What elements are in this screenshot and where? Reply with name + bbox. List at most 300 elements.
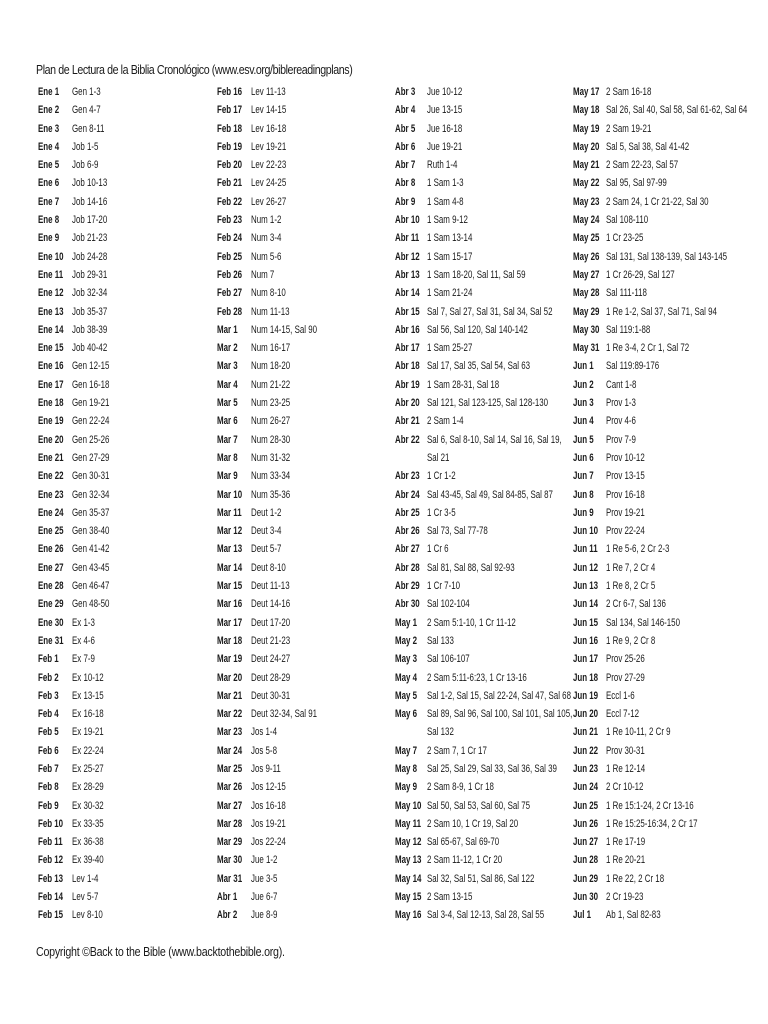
reading-passage: Deut 28-29	[251, 671, 291, 684]
reading-date: Mar 11	[217, 506, 242, 519]
reading-date: Ene 1	[38, 86, 60, 98]
reading-passage: Lev 1-4	[72, 872, 99, 885]
reading-passage: Ex 28-29	[72, 781, 104, 794]
reading-passage: Num 23-25	[251, 397, 291, 410]
reading-passage: Gen 35-37	[72, 506, 110, 519]
reading-date: Mar 12	[217, 525, 243, 538]
reading-passage: Lev 19-21	[251, 140, 287, 153]
reading-passage: Deut 11-13	[251, 580, 290, 593]
reading-passage: 2 Sam 16-18	[606, 86, 652, 98]
reading-passage: Sal 133	[427, 634, 454, 647]
reading-date: Feb 13	[38, 872, 64, 885]
reading-date: Feb 27	[217, 287, 243, 300]
reading-date: Jun 6	[573, 451, 594, 464]
reading-date: Abr 29	[395, 580, 420, 593]
reading-date: May 17	[573, 86, 600, 98]
reading-date: Ene 8	[38, 214, 60, 227]
reading-date: Ene 9	[38, 232, 60, 245]
reading-passage: Gen 32-34	[72, 488, 110, 501]
reading-passage: 2 Cr 19-23	[606, 891, 644, 904]
reading-passage: Prov 25-26	[606, 653, 645, 666]
reading-passage: 1 Re 9, 2 Cr 8	[606, 634, 656, 647]
reading-passage: 2 Sam 7, 1 Cr 17	[427, 744, 487, 757]
reading-passage: Lev 11-13	[251, 86, 286, 98]
reading-passage: Num 18-20	[251, 360, 291, 373]
reading-date: Mar 28	[217, 817, 243, 830]
reading-date: Abr 4	[395, 104, 416, 117]
reading-passage: Gen 27-29	[72, 451, 110, 464]
reading-passage: Job 10-13	[72, 177, 108, 190]
reading-date: Abr 16	[395, 323, 420, 336]
reading-date: Mar 19	[217, 653, 243, 666]
reading-date: Mar 31	[217, 872, 243, 885]
reading-date: Abr 22	[395, 433, 420, 446]
reading-date: May 4	[395, 671, 418, 684]
reading-date: Mar 22	[217, 708, 243, 721]
reading-passage: Prov 4-6	[606, 415, 636, 428]
reading-passage: Sal 131, Sal 138-139, Sal 143-145	[606, 250, 728, 263]
reading-date: Ene 18	[38, 397, 64, 410]
reading-date: Abr 8	[395, 177, 416, 190]
reading-passage: Cant 1-8	[606, 378, 637, 391]
reading-date: Feb 6	[38, 744, 59, 757]
reading-passage: Num 7	[251, 268, 275, 281]
page-title: Plan de Lectura de la Biblia Cronológico (www.esv.org/biblereadingplans)	[36, 62, 353, 77]
reading-date: May 6	[395, 708, 418, 721]
reading-passage: 2 Sam 24, 1 Cr 21-22, Sal 30	[606, 195, 709, 208]
reading-passage: Gen 43-45	[72, 561, 110, 574]
reading-date: Abr 11	[395, 232, 420, 245]
reading-date: May 23	[573, 195, 600, 208]
reading-date: May 16	[395, 909, 422, 922]
reading-date: Mar 17	[217, 616, 243, 629]
reading-date: May 18	[573, 104, 600, 117]
reading-date: Feb 22	[217, 195, 243, 208]
reading-passage: Gen 38-40	[72, 525, 110, 538]
reading-date: May 25	[573, 232, 600, 245]
reading-date: Jun 30	[573, 891, 599, 904]
reading-date: Abr 12	[395, 250, 420, 263]
reading-passage: Sal 73, Sal 77-78	[427, 525, 488, 538]
reading-passage: Job 29-31	[72, 268, 108, 281]
reading-date: Feb 9	[38, 799, 59, 812]
reading-passage: Jos 1-4	[251, 726, 277, 739]
reading-date: Mar 23	[217, 726, 243, 739]
reading-passage: Ex 10-12	[72, 671, 104, 684]
reading-date: Jun 3	[573, 397, 594, 410]
reading-passage: 1 Cr 26-29, Sal 127	[606, 268, 675, 281]
reading-passage: Deut 5-7	[251, 543, 282, 556]
reading-date: Ene 15	[38, 342, 64, 355]
reading-passage: Sal 132	[427, 726, 454, 739]
reading-date: Abr 5	[395, 122, 416, 135]
reading-date: Ene 26	[38, 543, 64, 556]
reading-passage: Num 5-6	[251, 250, 282, 263]
reading-passage: Jue 8-9	[251, 909, 278, 922]
reading-passage: Job 40-42	[72, 342, 108, 355]
reading-passage: 2 Sam 22-23, Sal 57	[606, 159, 679, 172]
reading-passage: 1 Sam 18-20, Sal 11, Sal 59	[427, 268, 526, 281]
reading-passage: Ex 25-27	[72, 762, 104, 775]
reading-date: Mar 15	[217, 580, 243, 593]
reading-passage: Prov 13-15	[606, 470, 645, 483]
reading-passage: 2 Sam 13-15	[427, 891, 473, 904]
reading-passage: Lev 8-10	[72, 909, 103, 922]
reading-date: Ene 23	[38, 488, 64, 501]
reading-passage: 1 Re 12-14	[606, 762, 646, 775]
reading-passage: Jue 1-2	[251, 854, 278, 867]
reading-date: May 7	[395, 744, 418, 757]
reading-date: May 21	[573, 159, 600, 172]
reading-passage: Prov 27-29	[606, 671, 645, 684]
reading-passage: Num 31-32	[251, 451, 291, 464]
reading-passage: 1 Re 3-4, 2 Cr 1, Sal 72	[606, 342, 690, 355]
reading-date: May 2	[395, 634, 418, 647]
reading-date: Jun 10	[573, 525, 599, 538]
reading-passage: Sal 56, Sal 120, Sal 140-142	[427, 323, 528, 336]
reading-date: May 26	[573, 250, 600, 263]
reading-passage: Sal 5, Sal 38, Sal 41-42	[606, 140, 690, 153]
reading-date: Abr 27	[395, 543, 420, 556]
reading-date: May 24	[573, 214, 600, 227]
reading-date: Abr 25	[395, 506, 420, 519]
reading-passage: Prov 1-3	[606, 397, 636, 410]
reading-passage: 2 Sam 19-21	[606, 122, 652, 135]
reading-passage: 1 Re 15:1-24, 2 Cr 13-16	[606, 799, 694, 812]
reading-date: Ene 7	[38, 195, 60, 208]
reading-passage: Jue 13-15	[427, 104, 463, 117]
reading-passage: Deut 3-4	[251, 525, 282, 538]
reading-passage: Jue 6-7	[251, 891, 278, 904]
reading-passage: 1 Re 20-21	[606, 854, 646, 867]
reading-passage: Ex 1-3	[72, 616, 95, 629]
reading-date: Jun 8	[573, 488, 594, 501]
reading-date: Feb 3	[38, 689, 59, 702]
reading-date: Feb 7	[38, 762, 59, 775]
reading-date: Ene 10	[38, 250, 64, 263]
reading-date: Mar 25	[217, 762, 243, 775]
reading-date: Ene 21	[38, 451, 64, 464]
reading-date: May 3	[395, 653, 418, 666]
reading-date: Jun 19	[573, 689, 599, 702]
reading-date: Ene 17	[38, 378, 64, 391]
reading-date: Jun 1	[573, 360, 594, 373]
reading-passage: Sal 43-45, Sal 49, Sal 84-85, Sal 87	[427, 488, 553, 501]
reading-date: May 19	[573, 122, 600, 135]
reading-passage: Sal 32, Sal 51, Sal 86, Sal 122	[427, 872, 535, 885]
reading-date: Jun 12	[573, 561, 599, 574]
copyright-footer: Copyright ©Back to the Bible (www.backtothebible.org).	[36, 944, 285, 959]
reading-passage: 1 Sam 25-27	[427, 342, 473, 355]
reading-date: Feb 2	[38, 671, 59, 684]
reading-passage: Gen 22-24	[72, 415, 110, 428]
reading-date: Abr 1	[217, 891, 238, 904]
reading-date: Jun 25	[573, 799, 599, 812]
reading-date: Feb 20	[217, 159, 243, 172]
reading-date: Ene 28	[38, 580, 64, 593]
reading-date: Feb 10	[38, 817, 64, 830]
reading-passage: 1 Sam 13-14	[427, 232, 473, 245]
reading-date: May 11	[395, 817, 421, 830]
reading-passage: 2 Cr 6-7, Sal 136	[606, 598, 666, 611]
reading-date: May 27	[573, 268, 600, 281]
reading-passage: Sal 134, Sal 146-150	[606, 616, 680, 629]
reading-passage: Prov 16-18	[606, 488, 645, 501]
reading-passage: Job 32-34	[72, 287, 108, 300]
reading-passage: Jos 16-18	[251, 799, 286, 812]
reading-passage: Sal 106-107	[427, 653, 470, 666]
reading-passage: Lev 24-25	[251, 177, 287, 190]
reading-passage: 1 Cr 23-25	[606, 232, 644, 245]
reading-passage: Job 1-5	[72, 140, 99, 153]
reading-date: Ene 31	[38, 634, 64, 647]
reading-date: Abr 15	[395, 305, 420, 318]
reading-passage: Sal 89, Sal 96, Sal 100, Sal 101, Sal 105,	[427, 708, 573, 721]
reading-date: Abr 10	[395, 214, 420, 227]
reading-date: May 28	[573, 287, 600, 300]
reading-passage: Gen 19-21	[72, 397, 110, 410]
reading-passage: 2 Sam 11-12, 1 Cr 20	[427, 854, 503, 867]
reading-passage: Job 21-23	[72, 232, 108, 245]
reading-date: Mar 13	[217, 543, 243, 556]
reading-passage: Ex 19-21	[72, 726, 104, 739]
reading-passage: Sal 108-110	[606, 214, 649, 227]
reading-date: Abr 6	[395, 140, 416, 153]
reading-passage: Num 21-22	[251, 378, 291, 391]
reading-date: Abr 21	[395, 415, 420, 428]
reading-date: Feb 1	[38, 653, 59, 666]
reading-date: May 14	[395, 872, 422, 885]
reading-passage: Job 24-28	[72, 250, 108, 263]
reading-date: Ene 13	[38, 305, 64, 318]
reading-passage: Sal 119:1-88	[606, 323, 651, 336]
reading-passage: Sal 25, Sal 29, Sal 33, Sal 36, Sal 39	[427, 762, 557, 775]
reading-date: Abr 17	[395, 342, 420, 355]
reading-passage: Deut 24-27	[251, 653, 291, 666]
reading-date: Jun 29	[573, 872, 599, 885]
reading-passage: Lev 14-15	[251, 104, 287, 117]
reading-passage: Gen 25-26	[72, 433, 110, 446]
reading-passage: 1 Re 17-19	[606, 836, 646, 849]
reading-passage: Num 8-10	[251, 287, 286, 300]
reading-date: Feb 16	[217, 86, 243, 98]
reading-passage: Ex 7-9	[72, 653, 95, 666]
reading-passage: Deut 17-20	[251, 616, 291, 629]
reading-date: Mar 3	[217, 360, 238, 373]
reading-passage: 2 Sam 1-4	[427, 415, 464, 428]
reading-passage: Num 35-36	[251, 488, 291, 501]
reading-passage: 1 Re 8, 2 Cr 5	[606, 580, 656, 593]
reading-passage: 1 Re 1-2, Sal 37, Sal 71, Sal 94	[606, 305, 717, 318]
reading-passage: Gen 12-15	[72, 360, 110, 373]
reading-date: Mar 18	[217, 634, 243, 647]
reading-passage: Ex 33-35	[72, 817, 104, 830]
reading-passage: Ex 16-18	[72, 708, 104, 721]
reading-passage: 2 Sam 5:1-10, 1 Cr 11-12	[427, 616, 516, 629]
reading-date: Feb 4	[38, 708, 59, 721]
reading-date: Feb 17	[217, 104, 243, 117]
reading-date: Jun 15	[573, 616, 599, 629]
reading-passage: Gen 16-18	[72, 378, 110, 391]
reading-date: Ene 12	[38, 287, 64, 300]
reading-passage: Num 33-34	[251, 470, 291, 483]
reading-passage: Lev 16-18	[251, 122, 287, 135]
reading-date: Abr 19	[395, 378, 420, 391]
reading-date: Jun 2	[573, 378, 594, 391]
reading-date: May 12	[395, 836, 422, 849]
reading-passage: Prov 22-24	[606, 525, 645, 538]
reading-passage: Jue 19-21	[427, 140, 463, 153]
reading-date: Mar 2	[217, 342, 238, 355]
reading-passage: 1 Re 5-6, 2 Cr 2-3	[606, 543, 670, 556]
reading-passage: Jue 10-12	[427, 86, 463, 98]
reading-passage: Num 1-2	[251, 214, 282, 227]
reading-passage: Ex 30-32	[72, 799, 104, 812]
reading-passage: Jos 12-15	[251, 781, 286, 794]
reading-passage: Jos 22-24	[251, 836, 286, 849]
reading-passage: Num 16-17	[251, 342, 291, 355]
reading-date: Jun 16	[573, 634, 599, 647]
reading-passage: Ruth 1-4	[427, 159, 458, 172]
reading-passage: Job 38-39	[72, 323, 108, 336]
reading-passage: 1 Sam 28-31, Sal 18	[427, 378, 500, 391]
reading-passage: Deut 30-31	[251, 689, 291, 702]
reading-passage: 1 Sam 4-8	[427, 195, 464, 208]
reading-date: Abr 14	[395, 287, 420, 300]
reading-date: Ene 25	[38, 525, 64, 538]
reading-date: Mar 4	[217, 378, 238, 391]
reading-passage: Gen 4-7	[72, 104, 101, 117]
reading-date: Ene 4	[38, 140, 60, 153]
reading-date: Mar 20	[217, 671, 243, 684]
reading-passage: Job 17-20	[72, 214, 108, 227]
reading-date: Abr 18	[395, 360, 420, 373]
reading-date: May 20	[573, 140, 600, 153]
reading-date: Jun 11	[573, 543, 598, 556]
reading-date: Abr 13	[395, 268, 420, 281]
reading-passage: Sal 111-118	[606, 287, 647, 300]
reading-date: Jun 5	[573, 433, 594, 446]
reading-date: Jun 27	[573, 836, 599, 849]
reading-date: Abr 23	[395, 470, 420, 483]
reading-passage: 1 Cr 1-2	[427, 470, 456, 483]
reading-date: Jun 17	[573, 653, 599, 666]
reading-passage: 1 Re 10-11, 2 Cr 9	[606, 726, 671, 739]
reading-passage: Sal 81, Sal 88, Sal 92-93	[427, 561, 515, 574]
reading-date: Ene 3	[38, 122, 60, 135]
reading-date: Feb 25	[217, 250, 243, 263]
reading-passage: Sal 7, Sal 27, Sal 31, Sal 34, Sal 52	[427, 305, 553, 318]
reading-date: Feb 23	[217, 214, 243, 227]
reading-date: May 31	[573, 342, 600, 355]
reading-date: Abr 7	[395, 159, 416, 172]
reading-passage: Ex 39-40	[72, 854, 104, 867]
reading-date: Jun 21	[573, 726, 599, 739]
reading-date: Mar 10	[217, 488, 243, 501]
reading-date: Feb 24	[217, 232, 243, 245]
reading-date: Mar 16	[217, 598, 243, 611]
reading-date: May 9	[395, 781, 418, 794]
reading-passage: Job 14-16	[72, 195, 108, 208]
reading-passage: Prov 19-21	[606, 506, 645, 519]
reading-passage: Sal 102-104	[427, 598, 470, 611]
reading-date: Mar 9	[217, 470, 238, 483]
reading-date: Abr 30	[395, 598, 420, 611]
reading-date: Jun 7	[573, 470, 594, 483]
reading-date: Abr 3	[395, 86, 416, 98]
reading-passage: Gen 48-50	[72, 598, 110, 611]
reading-passage: Lev 22-23	[251, 159, 287, 172]
reading-passage: Prov 10-12	[606, 451, 645, 464]
reading-date: Jul 1	[573, 909, 592, 922]
reading-passage: Sal 1-2, Sal 15, Sal 22-24, Sal 47, Sal 68	[427, 689, 571, 702]
reading-passage: Sal 3-4, Sal 12-13, Sal 28, Sal 55	[427, 909, 545, 922]
reading-passage: Jos 19-21	[251, 817, 286, 830]
reading-passage: Sal 50, Sal 53, Sal 60, Sal 75	[427, 799, 531, 812]
reading-passage: Ex 13-15	[72, 689, 104, 702]
reading-passage: Sal 95, Sal 97-99	[606, 177, 667, 190]
reading-date: Abr 20	[395, 397, 420, 410]
reading-date: Mar 24	[217, 744, 243, 757]
reading-date: Feb 21	[217, 177, 243, 190]
reading-date: May 1	[395, 616, 418, 629]
reading-date: Mar 7	[217, 433, 238, 446]
reading-passage: Ab 1, Sal 82-83	[606, 909, 661, 922]
reading-passage: Jue 16-18	[427, 122, 463, 135]
reading-passage: Jos 9-11	[251, 762, 281, 775]
reading-date: Mar 21	[217, 689, 243, 702]
reading-date: Abr 2	[217, 909, 238, 922]
reading-date: Mar 6	[217, 415, 238, 428]
reading-passage: Deut 1-2	[251, 506, 282, 519]
reading-date: Ene 27	[38, 561, 64, 574]
reading-passage: Gen 1-3	[72, 86, 101, 98]
reading-passage: Sal 121, Sal 123-125, Sal 128-130	[427, 397, 549, 410]
reading-passage: 1 Cr 7-10	[427, 580, 461, 593]
reading-passage: 1 Sam 1-3	[427, 177, 464, 190]
reading-passage: 2 Sam 5:11-6:23, 1 Cr 13-16	[427, 671, 527, 684]
reading-passage: 1 Re 15:25-16:34, 2 Cr 17	[606, 817, 698, 830]
reading-passage: 1 Sam 21-24	[427, 287, 473, 300]
reading-passage: Deut 32-34, Sal 91	[251, 708, 318, 721]
reading-passage: Sal 17, Sal 35, Sal 54, Sal 63	[427, 360, 531, 373]
reading-date: Feb 15	[38, 909, 64, 922]
reading-date: Jun 9	[573, 506, 594, 519]
reading-date: Feb 18	[217, 122, 243, 135]
reading-date: Mar 27	[217, 799, 243, 812]
reading-passage: Num 26-27	[251, 415, 291, 428]
reading-passage: Sal 65-67, Sal 69-70	[427, 836, 500, 849]
reading-passage: Jue 3-5	[251, 872, 278, 885]
reading-passage: Num 14-15, Sal 90	[251, 323, 318, 336]
reading-passage: Sal 21	[427, 451, 450, 464]
reading-date: Mar 5	[217, 397, 238, 410]
reading-passage: Lev 5-7	[72, 891, 99, 904]
reading-passage: Sal 26, Sal 40, Sal 58, Sal 61-62, Sal 64	[606, 104, 748, 117]
reading-date: Jun 18	[573, 671, 599, 684]
reading-passage: 1 Sam 15-17	[427, 250, 473, 263]
reading-passage: 2 Sam 8-9, 1 Cr 18	[427, 781, 494, 794]
reading-passage: 2 Sam 10, 1 Cr 19, Sal 20	[427, 817, 519, 830]
reading-passage: Job 35-37	[72, 305, 108, 318]
reading-passage: Sal 119:89-176	[606, 360, 660, 373]
reading-date: Ene 16	[38, 360, 64, 373]
reading-date: Jun 22	[573, 744, 599, 757]
reading-passage: Ex 22-24	[72, 744, 104, 757]
reading-date: Jun 20	[573, 708, 599, 721]
reading-passage: Jos 5-8	[251, 744, 277, 757]
reading-date: Ene 11	[38, 268, 64, 281]
